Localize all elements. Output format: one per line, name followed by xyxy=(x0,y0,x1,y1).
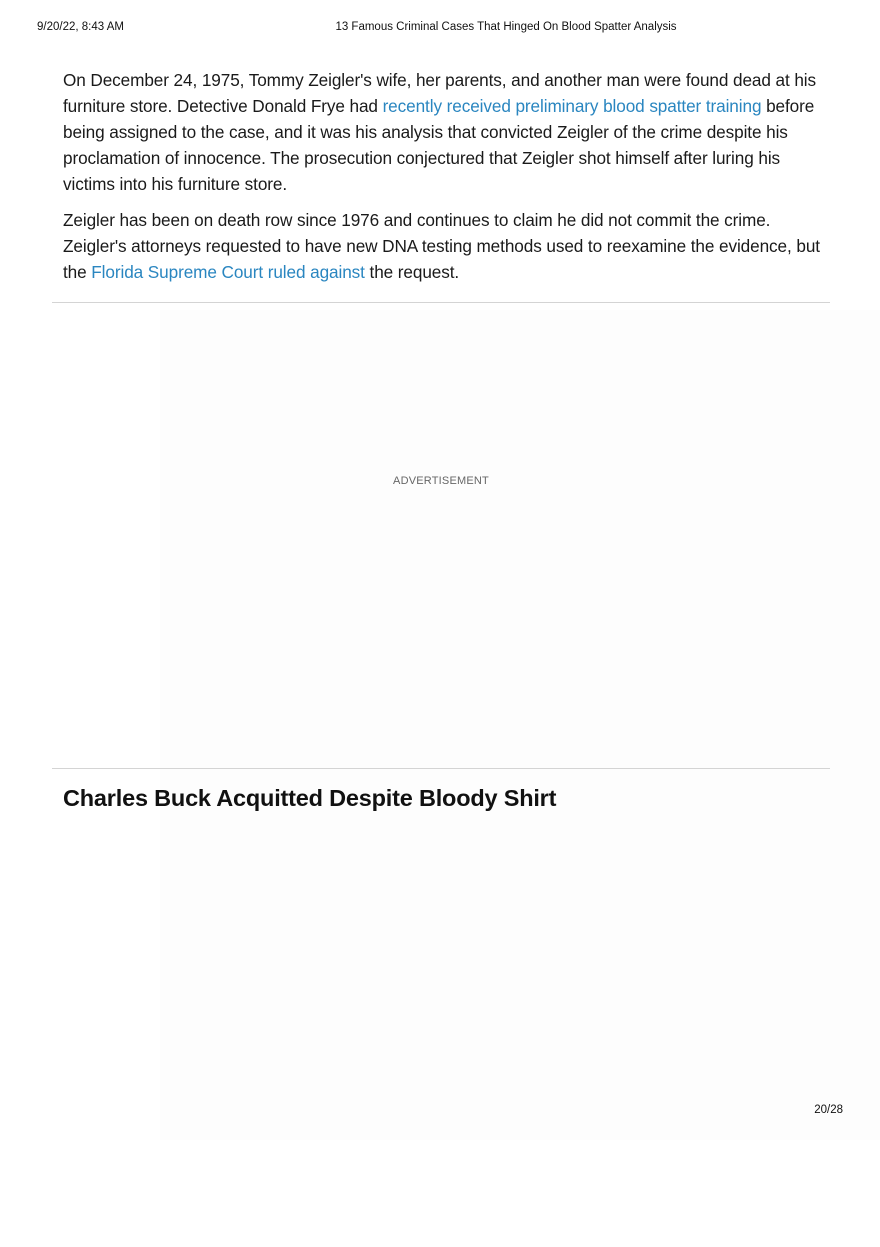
page-number: 20/28 xyxy=(814,1104,843,1116)
paragraph-1-text-end: before being assigned to the case, and it was his analysis that convicted Zeigler of the crime despite his proclamation of innocence. The prosecution conjectured that Zeigler shot himself after luring his victims into his furniture store. xyxy=(63,96,815,194)
print-page-title: 13 Famous Criminal Cases That Hinged On Blood Spatter Analysis xyxy=(335,21,677,33)
advertisement-label: ADVERTISEMENT xyxy=(393,475,489,487)
print-date: 9/20/22, 8:43 AM xyxy=(37,21,124,33)
blood-spatter-training-link[interactable]: recently received preliminary blood spatter training xyxy=(382,96,762,116)
article-body xyxy=(63,67,823,295)
paragraph-2-text-end: the request. xyxy=(364,262,460,282)
article-paragraph-1 xyxy=(63,67,823,197)
section-heading: Charles Buck Acquitted Despite Bloody Shirt xyxy=(63,785,557,811)
paragraph-1-text-start: On December 24, 1975, Tommy Zeigler's wife, her parents, and another man were found dead at his furniture store. Detective Donald Frye had xyxy=(63,70,816,116)
print-header xyxy=(0,21,880,37)
paragraph-2-text-start: Zeigler has been on death row since 1976 and continues to claim he did not commit the crime. Zeigler's attorneys requested to have new DNA testing methods used to reexamine the evidence, but the xyxy=(63,210,820,282)
advertisement-slot xyxy=(52,303,830,768)
florida-supreme-court-link[interactable]: Florida Supreme Court ruled against xyxy=(91,262,365,282)
ad-divider-bottom xyxy=(52,768,830,769)
article-paragraph-2 xyxy=(63,207,823,285)
